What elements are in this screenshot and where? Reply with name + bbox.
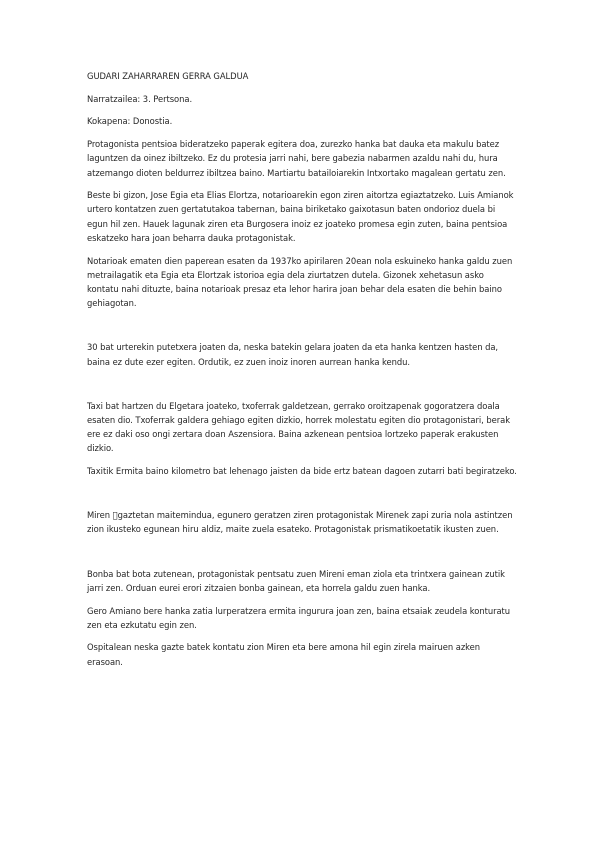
narrator-line: Narratzailea: 3. Pertsona.	[87, 93, 193, 104]
document-title: GUDARI ZAHARRAREN GERRA GALDUA	[87, 71, 249, 81]
paragraph: Taxi bat hartzen du Elgetara joateko, txoferrak galdetzean, gerrako oroitzapenak gogoratzera doala esaten dio. Txoferrak galdera gehiago egiten dizkio, horrek molestatu egiten dio protagonistari, berak ere ez daki oso ongi zertara doan Aszensiora. Baina azkenean pentsioa lortzeko paperak erakusten dizkio.	[87, 400, 511, 454]
paragraph: Protagonista pentsioa bideratzeko paperak egitera doa, zurezko hanka bat dauka eta makulu batez laguntzen da oinez ibiltzeko. Ez du protesia jarri nahi, bere gabezia nabarmen azaldu nahi du, hura atzemango dioten beldurrez ibiltzea baino. Martiartu batailoiarekin Intxortako magalean gertatu zen.	[87, 139, 506, 178]
paragraph: Beste bi gizon, Jose Egia eta Elias Elortza, notarioarekin egon ziren aitortza egiaztatzeko. Luis Amianok urtero kontatzen zuen gertatutakoa tabernan, baina biriketako gaixotasun baten ondorioz duela bi egun hil zen. Hauek lagunak ziren eta Burgosera inoiz ez joateko promesa egin zuten, baina pentsioa eskatzeko hara joan beharra dauka protagonistak.	[87, 190, 514, 243]
location-line: Kokapena: Donostia.	[87, 116, 173, 127]
paragraph: Gero Amiano bere hanka zatia lurperatzera ermita ingurura joan zen, baina etsaiak zeudela konturatu zen eta ezkutatu egin zen.	[87, 605, 511, 630]
document-body	[87, 69, 517, 677]
paragraph: 30 bat urterekin putetxera joaten da, neska batekin gelara joaten da eta hanka kentzen hasten da, baina ez dute ezer egiten. Ordutik, ez zuen inoiz inoren aurrean hanka kendu.	[87, 342, 499, 367]
paragraph: Ospitalean neska gazte batek kontatu zion Miren eta bere amona hil egin zirela mairuen azken erasoan.	[87, 642, 481, 667]
paragraph: Miren ￿gaztetan maitemindua, egunero geratzen ziren protagonistak Mirenek zapi zuria nola astintzen zion ikusteko egunean hiru aldiz, maite zuela esateko. Protagonistak prismatikoetatik ikusten zuen.	[87, 510, 513, 535]
paragraph: Notarioak ematen dien paperean esaten da 1937ko apirilaren 20ean nola eskuineko hanka galdu zuen metrailagatik eta Egia eta Elortzak istorioa egia dela ziurtatzen dutela. Gizonek xehetasun asko kontatu nahi dituzte, baina notarioak presaz eta lehor harira joan behar dela esaten die behin baino gehiagotan.	[87, 255, 513, 309]
paragraph: Taxitik Ermita baino kilometro bat lehenago jaisten da bide ertz batean dagoen zutarri bati begiratzeko.	[87, 466, 517, 477]
paragraph: Bonba bat bota zutenean, protagonistak pentsatu zuen Mireni eman ziola eta trintxera gainean zutik jarri zen. Orduan eurei erori zitzaien bonba gainean, eta horrela galdu zuen hanka.	[87, 568, 505, 593]
